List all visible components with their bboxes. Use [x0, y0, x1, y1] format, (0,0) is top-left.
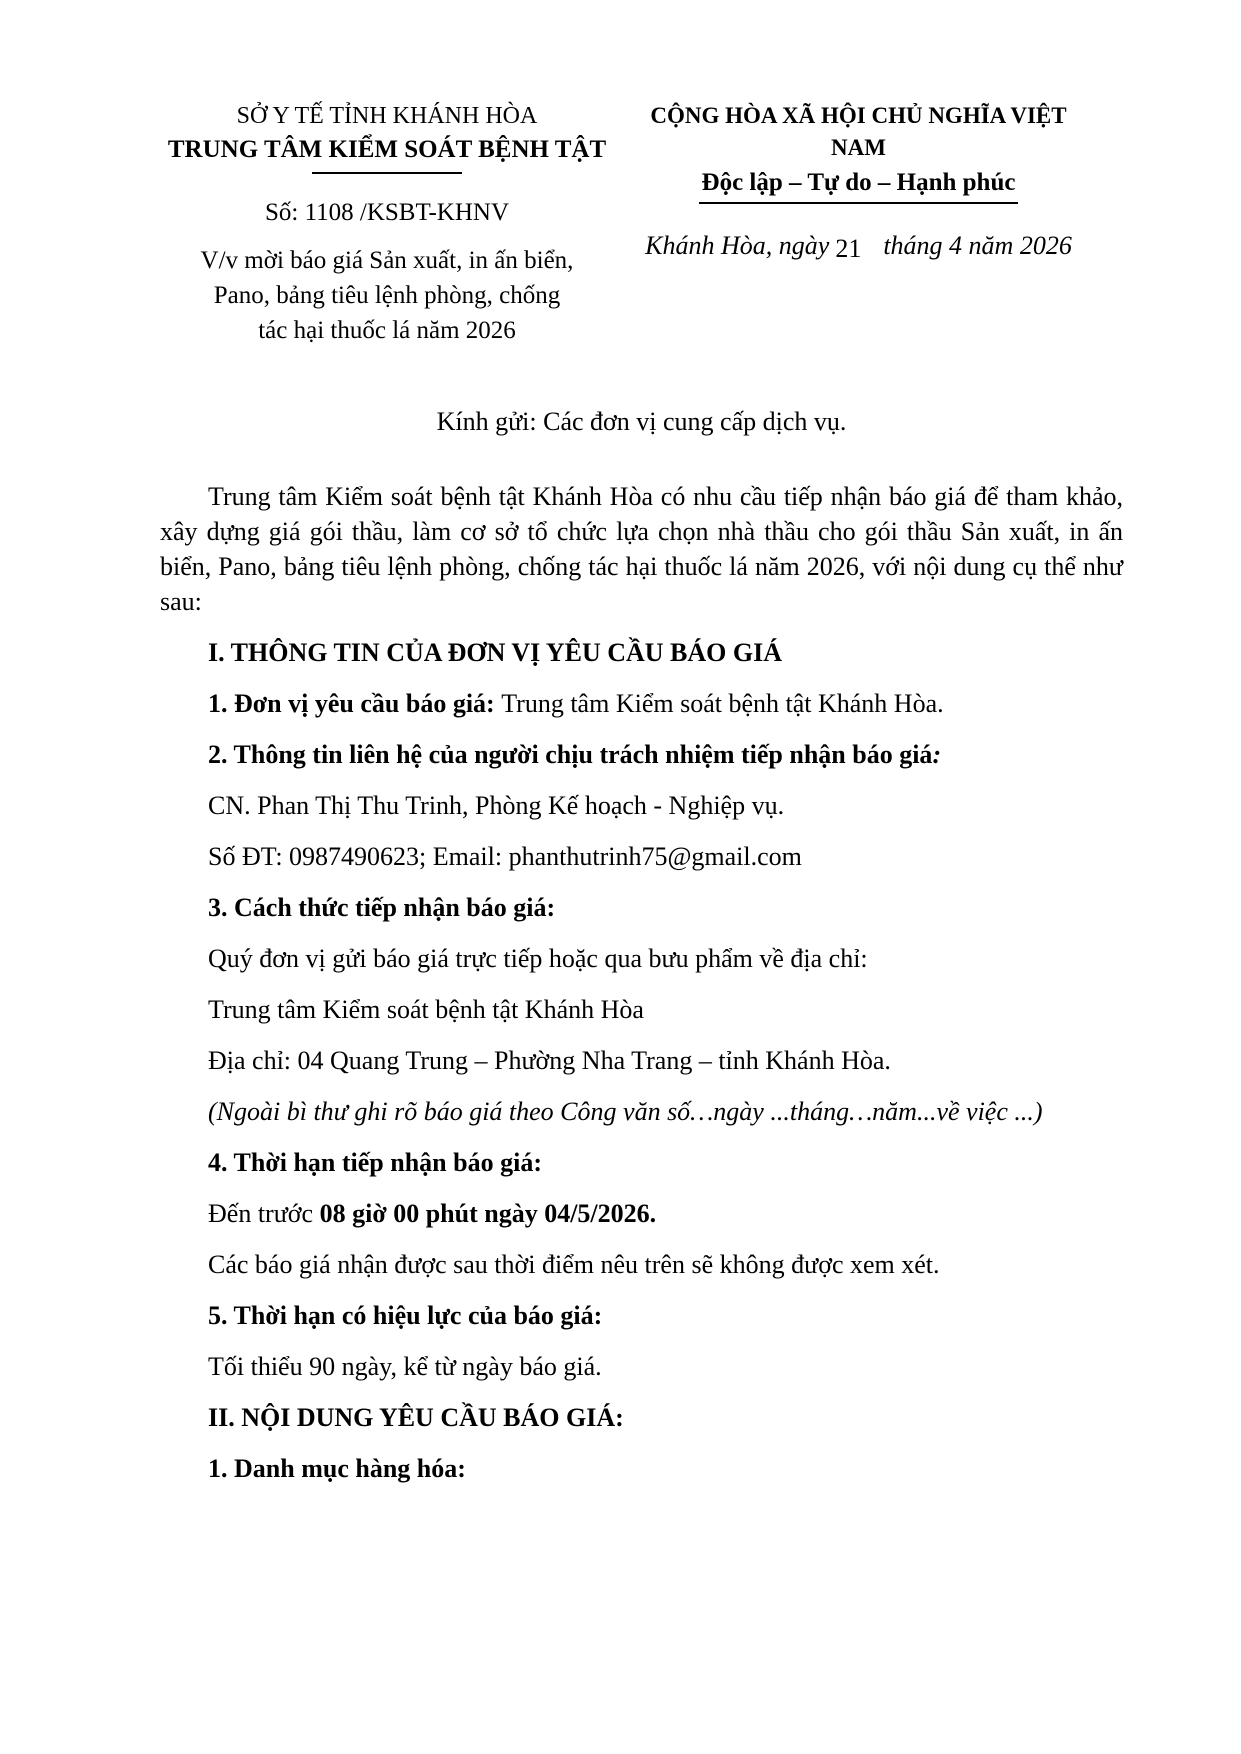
letter-header: [0, 0, 1241, 348]
issue-date-day: 21: [835, 234, 862, 263]
validity-line: Tối thiểu 90 ngày, kể từ ngày báo giá.: [208, 1352, 602, 1381]
issuing-org-block: [152, 100, 622, 348]
doc-subject-line-3: tác hại thuốc lá năm 2026: [258, 317, 516, 344]
org-underline-divider: [312, 172, 462, 174]
doc-number: Số: 1108 /KSBT-KHNV: [264, 199, 510, 226]
national-motto: Độc lập – Tự do – Hạnh phúc: [699, 167, 1019, 204]
issue-date-line: [626, 230, 1091, 262]
goods-list-heading: 1. Danh mục hàng hóa:: [208, 1454, 466, 1483]
contact-person-line: CN. Phan Thị Thu Trinh, Phòng Kế hoạch - Nghiệp vụ.: [208, 791, 785, 820]
contact-phone-email-line: Số ĐT: 0987490623; Email: phanthutrinh75@gmail.com: [208, 842, 802, 871]
national-title: CỘNG HÒA XÃ HỘI CHỦ NGHĨA VIỆT NAM: [650, 103, 1067, 160]
section-i-heading: I. THÔNG TIN CỦA ĐƠN VỊ YÊU CẦU BÁO GIÁ: [208, 638, 783, 667]
national-header-block: [626, 100, 1091, 348]
letter-body: [160, 404, 1123, 1486]
recipient-name-line: Trung tâm Kiểm soát bệnh tật Khánh Hòa: [208, 995, 644, 1024]
deadline-prefix: Đến trước: [208, 1199, 320, 1228]
deadline-line: [160, 1196, 1123, 1231]
item-5-heading: 5. Thời hạn có hiệu lực của báo giá:: [208, 1301, 603, 1330]
doc-subject: [152, 243, 622, 348]
item-2-heading-colon: :: [932, 740, 942, 769]
org-parent-name: SỞ Y TẾ TỈNH KHÁNH HÒA: [236, 103, 538, 129]
item-1-value: Trung tâm Kiểm soát bệnh tật Khánh Hòa.: [501, 689, 944, 718]
item-2-heading: [160, 737, 1123, 772]
send-method-line: Quý đơn vị gửi báo giá trực tiếp hoặc qua bưu phẩm về địa chỉ:: [208, 944, 868, 973]
section-ii-heading: II. NỘI DUNG YÊU CẦU BÁO GIÁ:: [208, 1403, 624, 1432]
item-1-label: 1. Đơn vị yêu cầu báo giá:: [208, 689, 502, 718]
envelope-note: (Ngoài bì thư ghi rõ báo giá theo Công văn số…ngày ...tháng…năm...về việc ...): [208, 1097, 1043, 1126]
late-quote-note: Các báo giá nhận được sau thời điểm nêu trên sẽ không được xem xét.: [208, 1250, 940, 1279]
item-1-line: [160, 686, 1123, 721]
greeting-line: Kính gửi: Các đơn vị cung cấp dịch vụ.: [436, 407, 847, 436]
item-3-heading: 3. Cách thức tiếp nhận báo giá:: [208, 893, 556, 922]
issue-date-prefix: Khánh Hòa, ngày: [645, 231, 830, 260]
intro-paragraph: Trung tâm Kiểm soát bệnh tật Khánh Hòa có nhu cầu tiếp nhận báo giá để tham khảo, xây dựng giá gói thầu, làm cơ sở tổ chức lựa chọn nhà thầu cho gói thầu Sản xuất, in ấn biển, Pano, bảng tiêu lệnh phòng, chống tác hại thuốc lá năm 2026, với nội dung cụ thể như sau:: [160, 482, 1123, 616]
item-4-heading: 4. Thời hạn tiếp nhận báo giá:: [208, 1148, 542, 1177]
doc-subject-line-2: Pano, bảng tiêu lệnh phòng, chống: [213, 282, 561, 309]
org-name: TRUNG TÂM KIỂM SOÁT BỆNH TẬT: [167, 136, 607, 163]
item-2-heading-text: 2. Thông tin liên hệ của người chịu trách nhiệm tiếp nhận báo giá: [208, 740, 933, 769]
doc-subject-line-1: V/v mời báo giá Sản xuất, in ấn biển,: [200, 247, 574, 274]
recipient-address-line: Địa chỉ: 04 Quang Trung – Phường Nha Trang – tỉnh Khánh Hòa.: [208, 1046, 891, 1075]
issue-date-suffix: tháng 4 năm 2026: [883, 231, 1072, 260]
deadline-value: 08 giờ 00 phút ngày 04/5/2026.: [319, 1199, 657, 1228]
